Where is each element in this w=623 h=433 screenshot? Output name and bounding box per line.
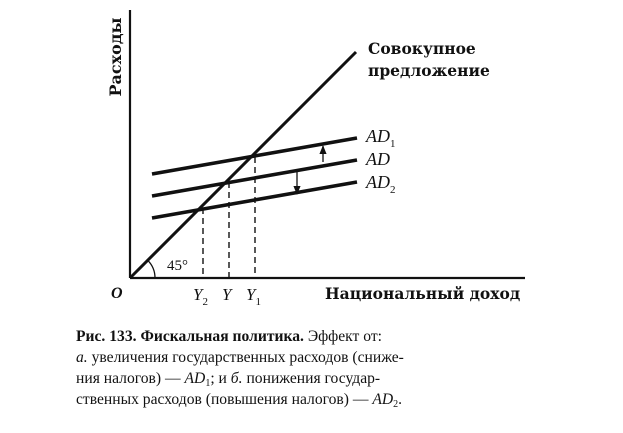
figure-caption (76, 326, 566, 410)
supply-line-label-line2: предложение (368, 61, 490, 80)
origin-label: O (111, 285, 123, 302)
caption-ad2-name: AD (372, 391, 394, 408)
supply-line-label-line1: Совокупное (368, 39, 476, 58)
caption-ad1-sub: 1 (205, 378, 211, 389)
caption-line-3 (76, 368, 566, 389)
y-axis-label: Расходы (106, 17, 125, 97)
y1-tick-label (246, 285, 261, 308)
caption-line-1-text: Эффект от: (307, 328, 382, 345)
y1-tick-sub: 1 (255, 296, 261, 308)
caption-line-4-end: . (398, 391, 403, 408)
caption-line-4 (76, 389, 566, 410)
supply-line-label (368, 39, 490, 80)
caption-line-1 (76, 326, 566, 347)
x-axis-label: Национальный доход (325, 284, 521, 303)
y1-tick-name: Y (246, 285, 256, 304)
ad1-label-name: AD (366, 126, 390, 146)
item-b-marker: б. (230, 370, 243, 387)
caption-line-4-text: ственных расходов (повышения налогов) — (76, 391, 369, 408)
ad2-label-name: AD (366, 172, 390, 192)
caption-line-2 (76, 347, 566, 368)
y-tick-name: Y (222, 285, 232, 304)
y-tick-label (222, 285, 233, 304)
angle-arc (148, 260, 155, 278)
item-a-marker: а. (76, 349, 88, 366)
ad-label (365, 149, 390, 169)
y2-tick-name: Y (193, 285, 203, 304)
ad-label-name: AD (366, 149, 390, 169)
caption-ad1-name: AD (184, 370, 206, 387)
caption-line-3-text-b: ; и (210, 370, 227, 387)
ad2-label (365, 172, 396, 196)
figure-number: Рис. 133. (76, 328, 137, 345)
caption-line-3-text-c: понижения государ- (246, 370, 381, 387)
caption-line-3-text-a: ния налогов) — (76, 370, 181, 387)
y2-tick-sub: 2 (202, 296, 208, 308)
ad1-label-sub: 1 (390, 138, 396, 150)
ad1-label (365, 126, 396, 150)
ad2-label-sub: 2 (390, 184, 396, 196)
caption-ad2-sub: 2 (393, 399, 399, 410)
angle-label: 45° (167, 258, 188, 274)
figure-title: Фискальная политика. (140, 328, 304, 345)
y2-tick-label (193, 285, 208, 308)
caption-line-2-text: увеличения государственных расходов (сниже- (91, 349, 404, 366)
